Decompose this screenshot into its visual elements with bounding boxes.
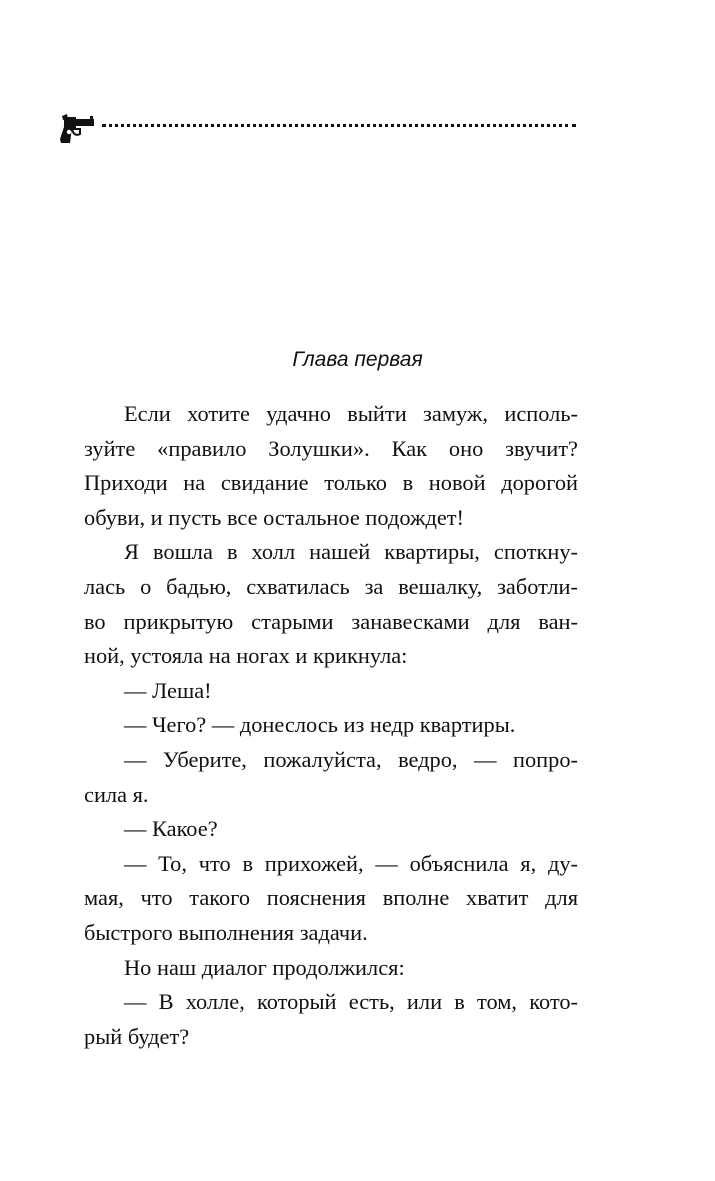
text-line: — То, что в прихожей, — объяснила я, ду- bbox=[124, 850, 578, 876]
revolver-icon bbox=[60, 112, 96, 146]
text-line: Но наш диалог продолжился: bbox=[124, 954, 405, 980]
text-line: во прикрытую старыми занавесками для ван- bbox=[84, 608, 578, 634]
text-line: рый будет? bbox=[84, 1023, 190, 1049]
text-block bbox=[84, 397, 578, 1054]
text-line: быстрого выполнения задачи. bbox=[84, 919, 368, 945]
text-line: сила я. bbox=[84, 781, 149, 807]
text-line: мая, что такого пояснения вполне хватит для bbox=[84, 885, 578, 911]
text-line: лась о бадью, схватилась за вешалку, заботли- bbox=[84, 573, 578, 599]
text-line: Приходи на свидание только в новой дорогой bbox=[84, 470, 578, 496]
text-line: зуйте «правило Золушки». Как оно звучит? bbox=[84, 435, 578, 461]
text-line: обуви, и пусть все остальное подождет! bbox=[84, 504, 465, 530]
text-line: ной, устояла на ногах и крикнула: bbox=[84, 643, 408, 669]
text-line: — Какое? bbox=[124, 816, 218, 842]
text-line: — Уберите, пожалуйста, ведро, — попро- bbox=[124, 746, 578, 772]
text-line: Если хотите удачно выйти замуж, исполь- bbox=[124, 401, 578, 426]
text-line: — Леша! bbox=[124, 677, 212, 703]
dotted-rule bbox=[102, 124, 576, 127]
text-line: Я вошла в холл нашей квартиры, споткну- bbox=[124, 539, 578, 565]
chapter-title: Глава первая bbox=[292, 348, 423, 371]
text-line: — Чего? — донеслось из недр квартиры. bbox=[124, 712, 516, 738]
text-line: — В холле, который есть, или в том, кото- bbox=[124, 989, 578, 1015]
header-ornament bbox=[60, 112, 580, 148]
